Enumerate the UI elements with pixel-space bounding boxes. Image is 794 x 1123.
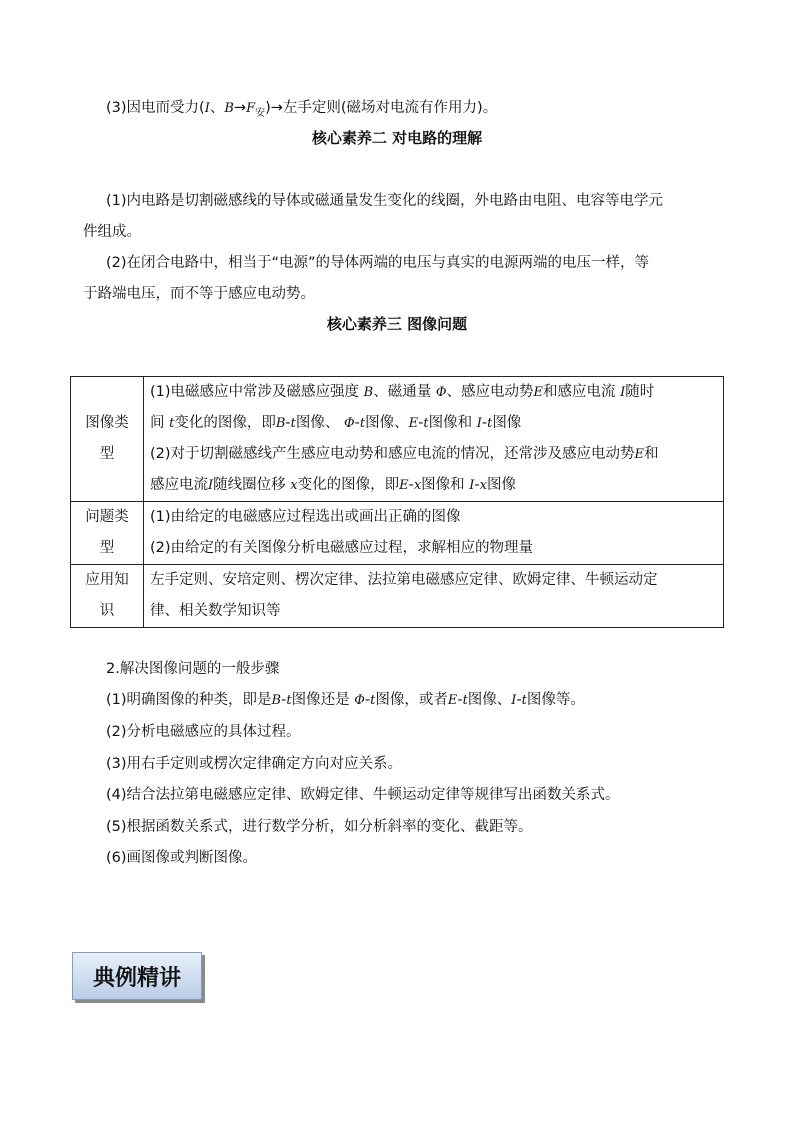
intro-line	[0, 98, 794, 124]
var-b: B	[224, 101, 234, 116]
row-body-problem-type	[144, 502, 724, 565]
step-2: (2)分析电磁感应的具体过程。	[106, 724, 301, 740]
row-header-image-type: 图像类 型	[71, 377, 144, 502]
cell-line: 感应电流I随线圈位移 x变化的图像，即E-x图像和 I-x图像	[150, 477, 516, 493]
row-body-applied-knowledge	[144, 565, 724, 628]
step-4: (4)结合法拉第电磁感应定律、欧姆定律、牛顿运动定律等规律写出函数关系式。	[106, 787, 620, 803]
intro-text: (3)因电而受力(	[106, 100, 205, 116]
steps-title: 2.解决图像问题的一般步骤	[106, 661, 280, 677]
subscript-an: 安	[255, 107, 266, 119]
cell-line: (1)由给定的电磁感应过程选出或画出正确的图像	[150, 509, 461, 525]
cell-line: (1)电磁感应中常涉及磁感应强度 B、磁通量 Φ、感应电动势E和感应电流 I随时	[150, 384, 655, 400]
row-header-problem-type: 问题类 型	[71, 502, 144, 565]
table-row	[71, 565, 724, 628]
table-row	[71, 502, 724, 565]
table-row	[71, 377, 724, 502]
cell-line: 间 t变化的图像，即B-t图像、 Φ-t图像、E-t图像和 I-t图像	[150, 415, 522, 431]
cell-line: (2)由给定的有关图像分析电磁感应过程，求解相应的物理量	[150, 540, 534, 556]
cell-line: 左手定则、安培定则、楞次定律、法拉第电磁感应定律、欧姆定律、牛顿运动定	[150, 572, 658, 588]
step-1: (1)明确图像的种类，即是B-t图像还是 Φ-t图像，或者E-t图像、I-t图像等。	[106, 692, 585, 708]
step-5: (5)根据函数关系式，进行数学分析，如分析斜率的变化、截距等。	[106, 819, 533, 835]
circuit-p2-line2: 于路端电压，而不等于感应电动势。	[83, 286, 315, 302]
row-header-applied-knowledge: 应用知 识	[71, 565, 144, 628]
sep: 、	[209, 100, 225, 116]
intro-text: )→左手定则(磁场对电流有作用力)。	[265, 100, 498, 116]
step-6: (6)画图像或判断图像。	[106, 850, 258, 866]
arrow: →	[233, 100, 247, 116]
cell-line: (2)对于切割磁感线产生感应电动势和感应电流的情况，还常涉及感应电动势E和	[150, 446, 659, 462]
var-f: F	[246, 101, 256, 116]
circuit-p1-line1: (1)内电路是切割磁感线的导体或磁通量发生变化的线圈，外电路由电阻、电容等电学元	[106, 193, 664, 209]
circuit-p2-line1: (2)在闭合电路中，相当于“电源”的导体两端的电压与真实的电源两端的电压一样，等	[106, 255, 650, 271]
image-problem-table	[70, 376, 724, 628]
section-heading-2: 核心素养二 对电路的理解	[311, 129, 483, 147]
cell-line: 律、相关数学知识等	[150, 603, 281, 619]
step-3: (3)用右手定则或楞次定律确定方向对应关系。	[106, 756, 403, 772]
row-body-image-type	[144, 377, 724, 502]
circuit-p1-line2: 件组成。	[83, 224, 141, 240]
var-i: I	[204, 101, 210, 116]
example-section-badge: 典例精讲	[72, 952, 202, 1000]
section-heading-3: 核心素养三 图像问题	[326, 315, 468, 333]
